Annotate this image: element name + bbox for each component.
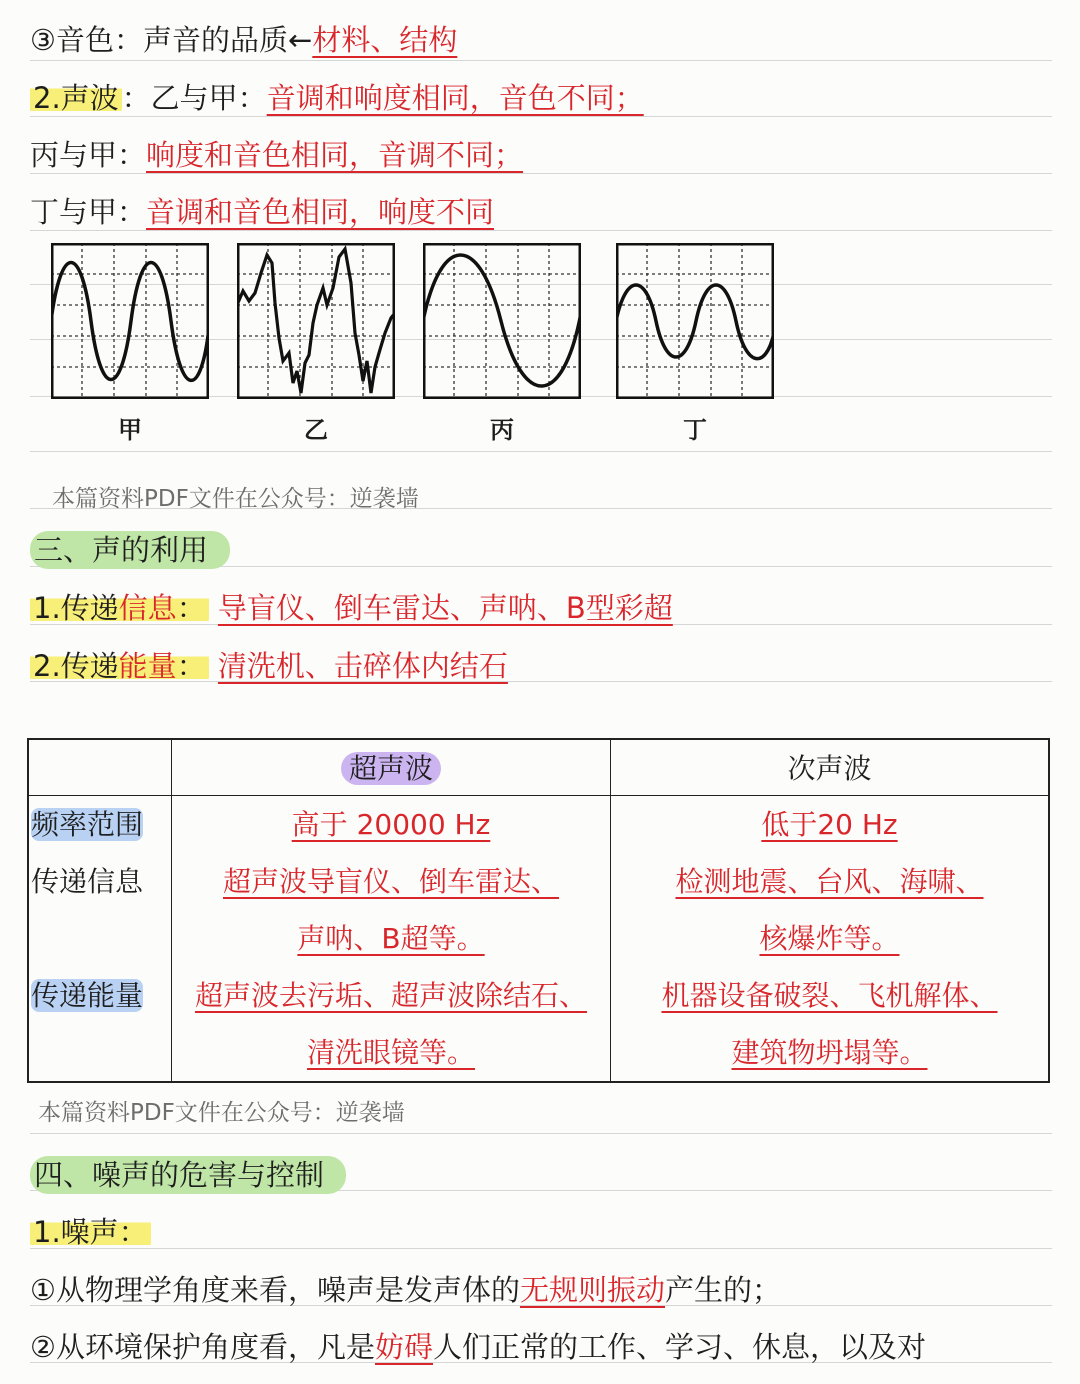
item2-label [30,649,209,683]
infra-energy-text-2: 建筑物坍塌等。 [731,1035,928,1069]
ultra-frequency [172,796,610,853]
item2-key: 能量 [118,649,177,683]
row-label-frequency-text: 频率范围 [31,807,144,841]
ultra-info-text-1: 超声波导盲仪、倒车雷达、 [222,864,559,898]
noise-env-post: 人们正常的工作、学习、休息，以及对 [433,1330,927,1364]
row-labels-cell [28,795,172,1082]
waveform-ding [616,243,774,399]
col-header-infra: 次声波 [611,739,1050,795]
infra-column-cell [611,795,1050,1082]
row-label-energy-text: 传递能量 [31,978,144,1012]
row-label-frequency [29,796,171,853]
compare-yi-jia-detail: 音调和响度相同，音色不同； [266,81,644,115]
col-header-ultra-cell [172,739,611,795]
ultrasound-infrasound-table [27,738,1050,1083]
item2-colon: ： [176,649,206,683]
ultra-energy-text-2: 清洗眼镜等。 [306,1035,475,1069]
noise-physics-pre: ①从物理学角度来看，噪声是发声体的 [30,1273,520,1307]
item2-detail: 清洗机、击碎体内结石 [217,649,508,683]
wave-compare-line-2 [30,135,523,175]
row-label-energy [29,967,171,1024]
infra-info-2 [611,910,1048,967]
ultra-energy-text-1: 超声波去污垢、超声波除结石、 [194,978,587,1012]
sound-wave-label: 2.声波 [30,81,122,115]
item1-detail: 导盲仪、倒车雷达、声呐、B型彩超 [217,591,673,625]
timbre-line [30,20,457,60]
noise-physics-key: 无规则振动 [520,1273,666,1307]
row-label-spacer [29,910,171,967]
watermark-1: 本篇资料PDF文件在公众号：逆袭墙 [52,486,419,512]
section4-heading: 四、噪声的危害与控制 [30,1156,346,1194]
infra-info-text-2: 核爆炸等。 [759,921,900,955]
infra-energy-1 [611,967,1048,1024]
noise-physics-post: 产生的； [665,1273,782,1307]
waveform-jia [51,243,209,399]
waveform-bing [423,243,581,399]
compare-ding-jia-detail: 音调和音色相同，响度不同 [146,195,495,229]
infra-frequency-text: 低于20 Hz [761,807,898,841]
noise-label: 1.噪声： [30,1215,151,1249]
infra-info-1 [611,853,1048,910]
item1-prefix: 1.传递 [33,591,119,625]
section3-item2 [30,646,508,686]
section3-heading-line [30,530,230,570]
section3-item1 [30,588,673,628]
item2-prefix: 2.传递 [33,649,119,683]
item1-label [30,591,209,625]
noise-physics-line [30,1270,781,1310]
waveform-yi [237,243,395,399]
item1-key: 信息 [118,591,177,625]
section4-heading-line [30,1155,346,1195]
ultra-energy-2 [172,1024,610,1081]
wave-compare-line-1 [30,78,644,118]
ultra-column-cell [172,795,611,1082]
infra-frequency [611,796,1048,853]
timbre-detail: 材料、结构 [312,23,458,57]
ultra-info-2 [172,910,610,967]
infra-energy-2 [611,1024,1048,1081]
table-corner-cell [28,739,172,795]
wave-label-yi: 乙 [304,416,328,444]
ultra-info-text-2: 声呐、B超等。 [297,921,485,955]
item1-colon: ： [176,591,206,625]
compare-bing-jia: 丙与甲： [30,138,147,172]
ultra-info-1 [172,853,610,910]
compare-bing-jia-detail: 响度和音色相同，音调不同； [146,138,524,172]
wave-label-jia: 甲 [118,416,142,444]
wave-compare-line-3 [30,192,494,232]
noise-env-pre: ②从环境保护角度看，凡是 [30,1330,375,1364]
watermark-2: 本篇资料PDF文件在公众号：逆袭墙 [38,1100,405,1126]
timbre-prefix: ③音色：声音的品质← [30,23,313,57]
row-label-info: 传递信息 [31,864,144,898]
wave-label-ding: 丁 [683,416,707,444]
section4-item1-line [30,1212,151,1252]
infra-energy-text-1: 机器设备破裂、飞机解体、 [661,978,998,1012]
section3-heading: 三、声的利用 [30,531,230,569]
col-header-ultra: 超声波 [341,752,441,785]
noise-environment-line [30,1327,926,1367]
infra-info-text-1: 检测地震、台风、海啸、 [675,864,984,898]
ultra-frequency-text: 高于 20000 Hz [291,807,491,841]
compare-yi-jia: ：乙与甲： [121,81,267,115]
wave-label-bing: 丙 [490,416,514,444]
noise-env-key: 妨碍 [375,1330,434,1364]
compare-ding-jia: 丁与甲： [30,195,147,229]
ultra-energy-1 [172,967,610,1024]
